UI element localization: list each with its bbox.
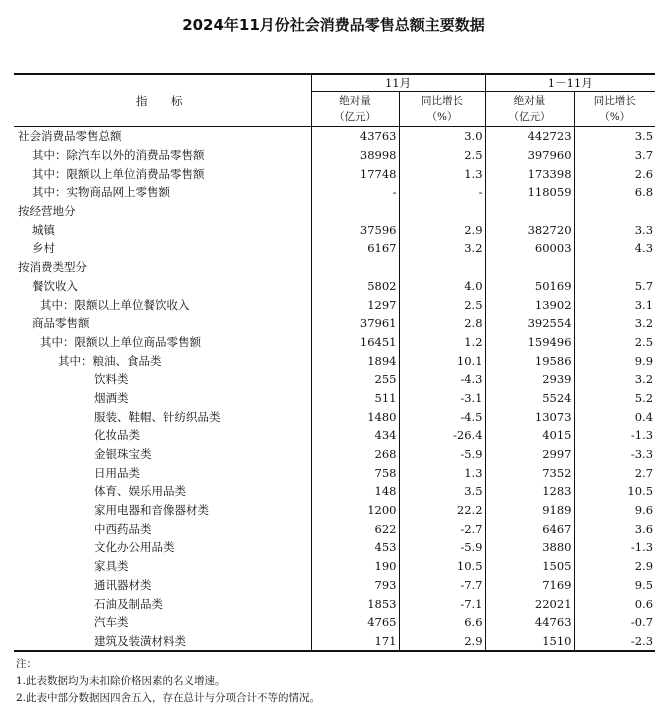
cell-m-yoy: -5.9 (399, 445, 485, 464)
row-label: 其中：粮油、食品类 (14, 351, 311, 370)
cell-m-abs: 1297 (311, 295, 399, 314)
table-row (14, 519, 655, 538)
row-label: 社会消费品零售总额 (14, 127, 311, 146)
row-label: 建筑及装潢材料类 (14, 632, 311, 652)
cell-y-yoy: 3.6 (634, 521, 654, 536)
row-label: 其中：除汽车以外的消费品零售额 (14, 146, 311, 165)
row-label: 烟酒类 (14, 389, 311, 408)
cell-y-yoy: 3.2 (634, 316, 654, 331)
yoy-label: 同比增长 (421, 95, 463, 107)
cell-y-abs: 22021 (485, 594, 574, 613)
page-title: 2024年11月份社会消费品零售总额主要数据 (182, 16, 485, 34)
table-row (14, 183, 655, 202)
cell-y-abs: 2939 (485, 370, 574, 389)
cell-y-yoy: 0.6 (634, 596, 654, 611)
table-row (14, 389, 655, 408)
table-row (14, 613, 655, 632)
cell-y-abs: 19586 (485, 351, 574, 370)
ytd-abs-header (485, 92, 574, 127)
cell-y-abs: 3880 (485, 538, 574, 557)
cell-m-yoy: 2.9 (399, 632, 485, 652)
table-row (14, 407, 655, 426)
cell-m-abs: 1200 (311, 501, 399, 520)
cell-y-yoy: 5.2 (634, 390, 654, 405)
note-item: 1.此表数据均为未扣除价格因素的名义增速。 (16, 675, 226, 687)
table-row (14, 220, 655, 239)
cell-y-yoy: 9.6 (634, 503, 654, 518)
cell-y-abs: 397960 (485, 146, 574, 165)
row-label: 日用品类 (14, 463, 311, 482)
cell-m-yoy: 10.5 (399, 557, 485, 576)
cell-m-abs (311, 202, 399, 221)
cell-m-abs: 268 (311, 445, 399, 464)
cell-y-abs (485, 258, 574, 277)
table-row (14, 258, 655, 277)
cell-m-yoy: 4.0 (399, 277, 485, 296)
cell-m-yoy: 1.3 (399, 463, 485, 482)
table-row (14, 146, 655, 165)
cell-m-yoy: - (399, 183, 485, 202)
notes-heading: 注： (16, 658, 37, 670)
cell-y-yoy: 3.5 (634, 129, 654, 144)
cell-y-abs: 392554 (485, 314, 574, 333)
row-label: 石油及制品类 (14, 594, 311, 613)
month-group-header: 11月 (311, 74, 485, 92)
cell-m-abs: 6167 (311, 239, 399, 258)
row-label: 服装、鞋帽、针纺织品类 (14, 407, 311, 426)
cell-m-abs: 37596 (311, 220, 399, 239)
cell-m-yoy (399, 258, 485, 277)
row-label: 中西药品类 (14, 519, 311, 538)
cell-y-abs: 1283 (485, 482, 574, 501)
cell-y-yoy: -1.3 (630, 428, 654, 443)
cell-m-yoy: 2.5 (399, 295, 485, 314)
cell-y-abs: 382720 (485, 220, 574, 239)
cell-y-abs: 44763 (485, 613, 574, 632)
cell-y-abs: 5524 (485, 389, 574, 408)
row-label: 饮料类 (14, 370, 311, 389)
table-row (14, 576, 655, 595)
cell-m-abs (311, 258, 399, 277)
cell-y-yoy (574, 258, 655, 277)
cell-y-abs: 7352 (485, 463, 574, 482)
cell-y-abs (485, 202, 574, 221)
table-row (14, 594, 655, 613)
row-label: 文化办公用品类 (14, 538, 311, 557)
cell-y-abs: 4015 (485, 426, 574, 445)
cell-y-yoy: 2.6 (634, 166, 654, 181)
row-label: 按消费类型分 (14, 258, 311, 277)
cell-m-abs: 38998 (311, 146, 399, 165)
indicator-header: 指 标 (14, 74, 311, 127)
cell-y-yoy: 3.2 (634, 372, 654, 387)
cell-m-abs: 793 (311, 576, 399, 595)
cell-m-yoy: -5.9 (399, 538, 485, 557)
cell-m-yoy: -7.7 (399, 576, 485, 595)
ytd-group-header: 1－11月 (485, 74, 655, 92)
row-label: 汽车类 (14, 613, 311, 632)
cell-y-yoy: 3.3 (634, 222, 654, 237)
cell-y-yoy: 2.5 (634, 334, 654, 349)
cell-m-yoy: -7.1 (399, 594, 485, 613)
cell-m-abs: 4765 (311, 613, 399, 632)
cell-m-yoy: -2.7 (399, 519, 485, 538)
cell-y-yoy: 0.4 (634, 409, 654, 424)
row-label: 其中：限额以上单位商品零售额 (14, 333, 311, 352)
table-row (14, 501, 655, 520)
cell-y-yoy: 9.5 (634, 577, 654, 592)
table-row (14, 333, 655, 352)
month-abs-header (311, 92, 399, 127)
cell-y-yoy: -1.3 (630, 540, 654, 555)
cell-m-yoy (399, 202, 485, 221)
cell-m-abs: 43763 (311, 127, 399, 146)
cell-m-abs: 255 (311, 370, 399, 389)
yoy-unit: （%） (599, 111, 631, 123)
table-row (14, 632, 655, 652)
table-row (14, 239, 655, 258)
cell-m-yoy: 2.5 (399, 146, 485, 165)
cell-m-abs: 148 (311, 482, 399, 501)
cell-m-abs: 1853 (311, 594, 399, 613)
table-row (14, 202, 655, 221)
cell-y-yoy: 10.5 (627, 484, 654, 499)
table-row (14, 370, 655, 389)
row-label: 城镇 (14, 220, 311, 239)
cell-m-abs: 17748 (311, 164, 399, 183)
cell-m-abs: - (311, 183, 399, 202)
cell-y-yoy: 3.1 (634, 297, 654, 312)
cell-y-abs: 13073 (485, 407, 574, 426)
table-row (14, 127, 655, 146)
cell-y-abs: 9189 (485, 501, 574, 520)
cell-m-yoy: 6.6 (399, 613, 485, 632)
table-row (14, 277, 655, 296)
cell-m-yoy: -4.5 (399, 407, 485, 426)
cell-m-abs: 453 (311, 538, 399, 557)
cell-m-yoy: -26.4 (399, 426, 485, 445)
cell-y-abs: 118059 (485, 183, 574, 202)
cell-y-abs: 7169 (485, 576, 574, 595)
cell-y-abs: 6467 (485, 519, 574, 538)
yoy-unit: （%） (426, 111, 458, 123)
cell-y-yoy: 5.7 (634, 278, 654, 293)
cell-m-yoy: 3.5 (399, 482, 485, 501)
table-row (14, 426, 655, 445)
cell-y-abs: 1505 (485, 557, 574, 576)
cell-y-abs: 2997 (485, 445, 574, 464)
ytd-yoy-header (574, 92, 655, 127)
cell-y-yoy (574, 202, 655, 221)
cell-y-yoy: 3.7 (634, 148, 654, 163)
abs-label: 绝对量 (339, 95, 371, 107)
cell-m-abs: 1894 (311, 351, 399, 370)
cell-m-abs: 622 (311, 519, 399, 538)
row-label: 化妆品类 (14, 426, 311, 445)
cell-y-yoy: -0.7 (630, 615, 654, 630)
cell-m-abs: 190 (311, 557, 399, 576)
cell-y-abs: 159496 (485, 333, 574, 352)
table-row (14, 295, 655, 314)
row-label: 通讯器材类 (14, 576, 311, 595)
table-body (14, 127, 655, 652)
abs-unit: （亿元） (508, 111, 551, 123)
row-label: 其中：实物商品网上零售额 (14, 183, 311, 202)
retail-sales-table (14, 73, 655, 652)
row-label: 商品零售额 (14, 314, 311, 333)
cell-m-abs: 1480 (311, 407, 399, 426)
table-row (14, 463, 655, 482)
cell-m-yoy: 1.2 (399, 333, 485, 352)
cell-y-abs: 50169 (485, 277, 574, 296)
cell-y-abs: 173398 (485, 164, 574, 183)
table-row (14, 445, 655, 464)
cell-m-abs: 37961 (311, 314, 399, 333)
cell-m-abs: 434 (311, 426, 399, 445)
row-label: 体育、娱乐用品类 (14, 482, 311, 501)
cell-m-yoy: 2.8 (399, 314, 485, 333)
cell-y-abs: 60003 (485, 239, 574, 258)
cell-m-abs: 16451 (311, 333, 399, 352)
cell-y-yoy: 6.8 (634, 185, 654, 200)
row-label: 金银珠宝类 (14, 445, 311, 464)
cell-m-yoy: 3.2 (399, 239, 485, 258)
cell-m-abs: 758 (311, 463, 399, 482)
table-row (14, 314, 655, 333)
cell-m-yoy: 22.2 (399, 501, 485, 520)
cell-m-yoy: -3.1 (399, 389, 485, 408)
abs-label: 绝对量 (513, 95, 546, 107)
cell-y-abs: 13902 (485, 295, 574, 314)
cell-y-abs: 442723 (485, 127, 574, 146)
row-label: 餐饮收入 (14, 277, 311, 296)
row-label: 其中：限额以上单位餐饮收入 (14, 295, 311, 314)
month-yoy-header (399, 92, 485, 127)
cell-y-yoy: 9.9 (634, 353, 654, 368)
cell-m-yoy: -4.3 (399, 370, 485, 389)
abs-unit: （亿元） (334, 111, 376, 123)
cell-y-yoy: -3.3 (630, 447, 654, 462)
yoy-label: 同比增长 (593, 95, 636, 107)
cell-m-abs: 171 (311, 632, 399, 652)
cell-m-abs: 511 (311, 389, 399, 408)
cell-y-yoy: 4.3 (634, 241, 654, 256)
cell-y-yoy: 2.9 (634, 559, 654, 574)
note-item: 2.此表中部分数据因四舍五入，存在总计与分项合计不等的情况。 (16, 692, 321, 704)
table-row (14, 557, 655, 576)
cell-m-yoy: 1.3 (399, 164, 485, 183)
row-label: 乡村 (14, 239, 311, 258)
cell-m-yoy: 2.9 (399, 220, 485, 239)
row-label: 按经营地分 (14, 202, 311, 221)
row-label: 家具类 (14, 557, 311, 576)
table-row (14, 164, 655, 183)
row-label: 家用电器和音像器材类 (14, 501, 311, 520)
row-label: 其中：限额以上单位消费品零售额 (14, 164, 311, 183)
cell-m-yoy: 10.1 (399, 351, 485, 370)
table-row (14, 538, 655, 557)
cell-y-yoy: 2.7 (634, 465, 654, 480)
footnotes (16, 656, 656, 707)
cell-m-abs: 5802 (311, 277, 399, 296)
table-row (14, 351, 655, 370)
cell-y-abs: 1510 (485, 632, 574, 652)
cell-m-yoy: 3.0 (399, 127, 485, 146)
table-row (14, 482, 655, 501)
cell-y-yoy: -2.3 (630, 633, 654, 648)
